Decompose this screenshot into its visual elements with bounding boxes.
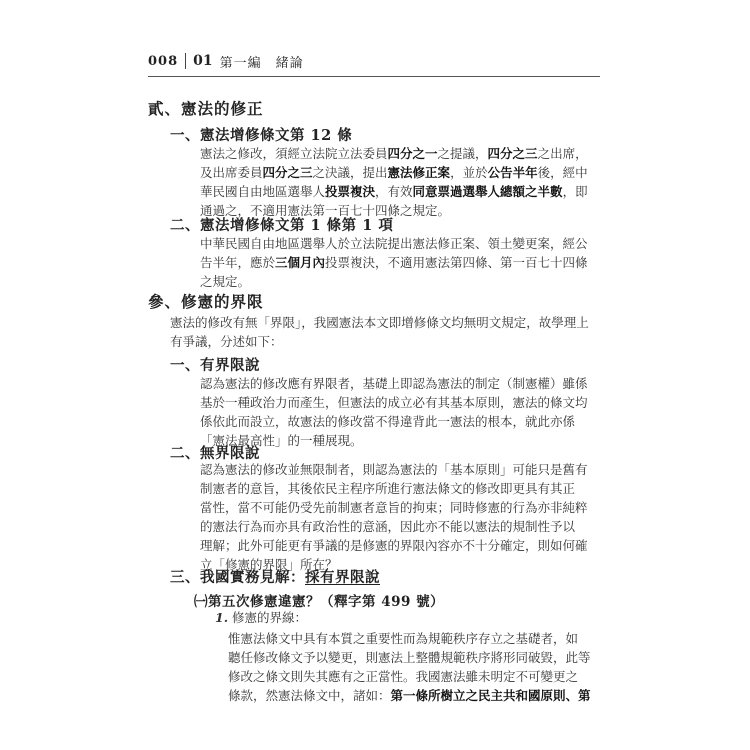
text-line: 之規定。: [200, 274, 251, 289]
text-line: 告半年，應於三個月內投票複決，不適用憲法第四條、第一百七十四條: [200, 255, 588, 270]
header-divider: [185, 53, 186, 69]
text-line: 理解；此外可能更有爭議的是修憲的界限內容亦不十分確定，則如何確: [200, 538, 588, 553]
paragraph-article-1: [200, 234, 588, 291]
page-number: 008: [148, 53, 179, 69]
text-line: 華民國自由地區選舉人投票複決，有效同意票過選舉人總額之半數，即: [200, 184, 588, 199]
subheading-unlimited-theory: 二、無界限說: [170, 445, 260, 462]
paragraph-limits-intro: [170, 313, 589, 351]
text-line: 「憲法最高性」的一種展現。: [200, 433, 363, 448]
subheading-interpretation-499: ㈠第五次修憲違憲？（釋字第 499 號）: [194, 594, 445, 610]
point-title: 修憲的界線：: [232, 610, 308, 625]
text-line: 立「修憲的界限」所在？: [200, 557, 338, 572]
subheading-practice-view: 三、我國實務見解：採有界限說: [170, 569, 380, 586]
text-line: 聽任修改條文予以變更，則憲法上整體規範秩序將形同破毀，此等: [228, 650, 591, 665]
header-rule: [148, 76, 600, 77]
running-header: [148, 50, 304, 72]
paragraph-unlimited-theory: [200, 460, 588, 574]
point-number: 1.: [215, 610, 229, 625]
text-line: 的憲法行為而亦具有政治性的意涵，因此亦不能以憲法的規制性予以: [200, 519, 576, 534]
text-line: 惟憲法條文中具有本質之重要性而為規範秩序存立之基礎者，如: [228, 631, 579, 646]
text-line: 係依此而設立，故憲法的修改當不得違背此一憲法的根本，就此亦係: [200, 414, 576, 429]
text-line: 認為憲法的修改並無限制者，則認為憲法的「基本原則」可能只是舊有: [200, 462, 588, 477]
text-line: 條款，然憲法條文中，諸如：第一條所樹立之民主共和國原則、第: [228, 688, 591, 703]
section-heading-amendment: 貳、憲法的修正: [148, 99, 264, 118]
text-line: 修改之條文則失其應有之正當性。我國憲法雖未明定不可變更之: [228, 669, 579, 684]
text-line: 憲法之修改，須經立法院立法委員四分之一之提議，四分之三之出席，: [200, 146, 588, 161]
text-line: 通過之，不適用憲法第一百七十四條之規定。: [200, 203, 451, 218]
text-line: 當性，當不可能仍受先前制憲者意旨的拘束；同時修憲的行為亦非純粹: [200, 500, 588, 515]
section-heading-limits: 參、修憲的界限: [148, 292, 264, 311]
text-line: 中華民國自由地區選舉人於立法院提出憲法修正案、領土變更案，經公: [200, 236, 588, 251]
paragraph-amendment-boundary: [228, 629, 591, 705]
text-line: 制憲者的意旨，其後依民主程序所進行憲法條文的修改即更具有其正: [200, 481, 576, 496]
subheading-limited-theory: 一、有界限說: [170, 357, 260, 374]
text-line: 及出席委員四分之三之決議，提出憲法修正案，並於公告半年後，經中: [200, 165, 588, 180]
text-line: 憲法的修改有無「界限」，我國憲法本文即增修條文均無明文規定，故學理上: [170, 315, 589, 330]
text-line: 有爭議，分述如下：: [170, 334, 283, 349]
point-heading: [215, 608, 307, 627]
subheading-article-12: 一、憲法增修條文第 12 條: [170, 127, 353, 144]
practice-view-emphasis: 採有界限說: [305, 569, 380, 586]
paragraph-limited-theory: [200, 374, 588, 450]
subheading-article-1: 二、憲法增修條文第 1 條第 1 項: [170, 217, 394, 234]
chapter-number: 01: [193, 53, 213, 69]
chapter-title: 第一編 緒論: [219, 55, 304, 71]
text-line: 基於一種政治力而產生，但憲法的成立必有其基本原則，憲法的條文均: [200, 395, 588, 410]
text-line: 認為憲法的修改應有界限者，基礎上即認為憲法的制定（制憲權）雖係: [200, 376, 588, 391]
paragraph-article-12: [200, 144, 588, 220]
